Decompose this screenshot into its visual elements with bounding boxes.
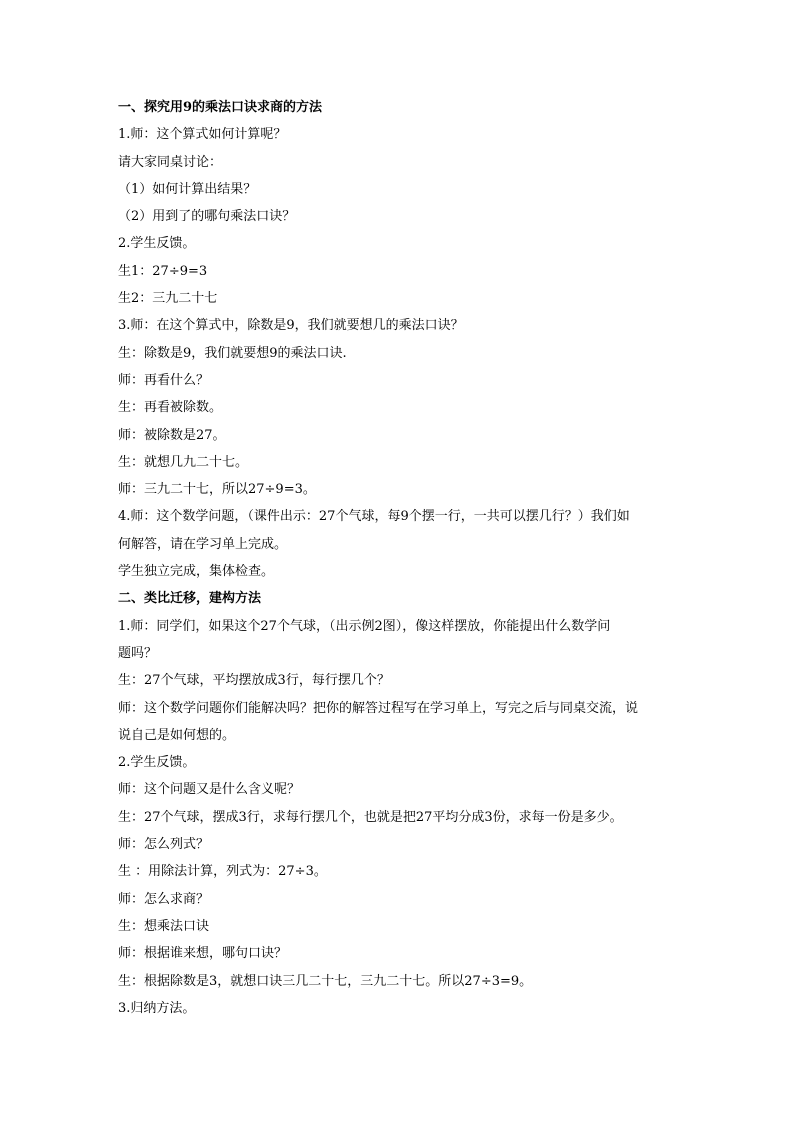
text-line: （2）用到了的哪句乘法口诀？ [118, 209, 296, 225]
text-line: 师：这个数学问题你们能解决吗？把你的解答过程写在学习单上，写完之后与同桌交流，说 [118, 700, 639, 716]
text-line: 师：这个问题又是什么含义呢？ [118, 782, 301, 798]
text-line: 生：27个气球，平均摆放成3行，每行摆几个？ [118, 673, 390, 689]
text-line: 何解答，请在学习单上完成。 [118, 536, 288, 552]
text-line: 1.师：这个算式如何计算呢？ [118, 127, 287, 143]
text-line: 师：怎么列式？ [118, 837, 210, 853]
text-line: 4.师：这个数学问题，（课件出示：27个气球，每9个摆一行，一共可以摆几行？）我们如 [118, 509, 630, 525]
text-line: 生：27个气球，摆成3行，求每行摆几个，也就是把27平均分成3份，求每一份是多少。 [118, 809, 623, 825]
text-line: 师：怎么求商？ [118, 891, 210, 907]
text-line: 师：根据谁来想，哪句口诀？ [118, 946, 288, 962]
section-heading: 二、类比迁移，建构方法 [118, 591, 262, 607]
text-line: 师：三九二十七，所以27÷9=3。 [118, 482, 316, 498]
text-line: 生：除数是9，我们就要想9的乘法口诀. [118, 345, 347, 361]
text-line: 说自己是如何想的。 [118, 727, 236, 743]
text-line: 生：就想几九二十七。 [118, 454, 249, 470]
text-line: 生：根据除数是3，就想口诀三几二十七，三九二十七。所以27÷3=9。 [118, 973, 533, 989]
text-line: （1）如何计算出结果？ [118, 181, 257, 197]
text-line: 2.学生反馈。 [118, 755, 196, 771]
text-line: 师：再看什么？ [118, 372, 210, 388]
lesson-plan-body [118, 94, 686, 1022]
text-line: 3.师：在这个算式中，除数是9，我们就要想几的乘法口诀？ [118, 318, 464, 334]
text-line: 3.归纳方法。 [118, 1000, 196, 1016]
text-line: 2.学生反馈。 [118, 236, 196, 252]
section-heading: 一、探究用9的乘法口诀求商的方法 [118, 100, 323, 115]
text-line: 生：想乘法口诀 [118, 918, 210, 934]
text-line: 生：再看被除数。 [118, 400, 223, 416]
text-line: 生1：27÷9=3 [118, 263, 208, 279]
text-line: 题吗？ [118, 645, 158, 661]
text-line: 1.师：同学们，如果这个27个气球，（出示例2图），像这样摆放，你能提出什么数学问 [118, 618, 611, 634]
text-line: 生 ：用除法计算，列式为：27÷3。 [118, 864, 327, 880]
text-line: 请大家同桌讨论： [118, 154, 223, 170]
text-line: 生2：三九二十七 [118, 291, 218, 307]
text-line: 师：被除数是27。 [118, 427, 226, 443]
text-line: 学生独立完成，集体检查。 [118, 564, 275, 580]
